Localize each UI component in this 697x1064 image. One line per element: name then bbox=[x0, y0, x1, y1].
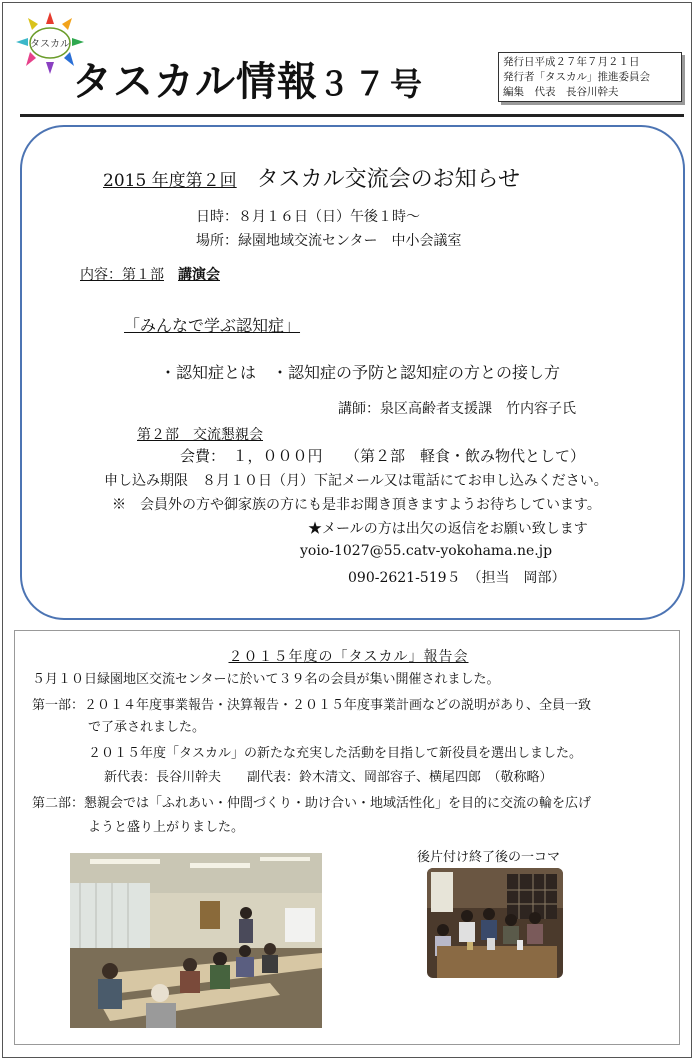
report-part1-d: 新代表：長谷川幹夫 副代表：鈴木清文、岡部容子、横尾四郎 （敬称略） bbox=[104, 770, 553, 785]
issue-editor: 編集 代表 長谷川幹夫 bbox=[503, 86, 619, 98]
report-title: ２０１５年度の「タスカル」報告会 bbox=[228, 649, 469, 665]
notice-title: 2015 年度第２回 タスカル交流会のお知らせ bbox=[103, 167, 521, 192]
event-place: 場所：緑園地域交流センター 中小会議室 bbox=[196, 233, 462, 249]
report-part1-a: 第一部：２０１４年度事業報告・決算報告・２０１５年度事業計画などの説明があり、全員一致 bbox=[32, 698, 592, 713]
lecture-title: 「みんなで学ぶ認知症」 bbox=[124, 316, 301, 335]
lecture-topics: ・認知症とは ・認知症の予防と認知症の方との接し方 bbox=[160, 363, 561, 382]
event-datetime: 日時：８月１６日（日）午後１時～ bbox=[196, 209, 420, 225]
invitation: ※ 会員外の方や御家族の方にも是非お聞き頂きますようお待ちしています。 bbox=[112, 497, 601, 513]
after-cleanup-photo bbox=[427, 868, 563, 978]
content-part1: 内容：第１部 講演会 bbox=[80, 267, 220, 283]
svg-text:タスカル: タスカル bbox=[30, 39, 70, 50]
meeting-photo bbox=[70, 853, 322, 1028]
report-line1: ５月１０日緑園地区交流センターに於いて３９名の会員が集い開催されました。 bbox=[32, 672, 500, 687]
issue-publisher: 発行者「タスカル」推進委員会 bbox=[503, 71, 650, 83]
fee: 会費： １，０００円 （第２部 軽食・飲み物代として） bbox=[180, 447, 586, 465]
newsletter-title: タスカル情報３７号 bbox=[72, 59, 427, 105]
report-part1-b: で了承されました。 bbox=[88, 720, 206, 735]
report-part2-b: ようと盛り上がりました。 bbox=[88, 820, 245, 835]
issue-info-box bbox=[498, 52, 682, 102]
contact-phone: 090-2621-519５ （担当 岡部） bbox=[348, 570, 566, 586]
header-rule bbox=[20, 114, 684, 117]
report-part1-c: ２０１５年度「タスカル」の新たな充実した活動を目指して新役員を選出しました。 bbox=[88, 746, 583, 761]
lecturer: 講師：泉区高齢者支援課 竹内容子氏 bbox=[338, 401, 576, 417]
issue-date: 発行日平成２７年７月２１日 bbox=[503, 56, 640, 68]
photo-caption: 後片付け終了後の一コマ bbox=[417, 850, 561, 865]
contact-email[interactable]: yoio-1027@55.catv-yokohama.ne.jp bbox=[300, 543, 553, 559]
deadline: 申し込み期限 ８月１０日（月）下記メール又は電話にてお申し込みください。 bbox=[104, 473, 608, 489]
email-note: ★メールの方は出欠の返信をお願い致します bbox=[308, 521, 588, 537]
report-part2-a: 第二部：懇親会では「ふれあい・仲間づくり・助け合い・地域活性化」を目的に交流の輪を広げ bbox=[32, 796, 592, 811]
content-part2: 第２部 交流懇親会 bbox=[137, 427, 263, 443]
